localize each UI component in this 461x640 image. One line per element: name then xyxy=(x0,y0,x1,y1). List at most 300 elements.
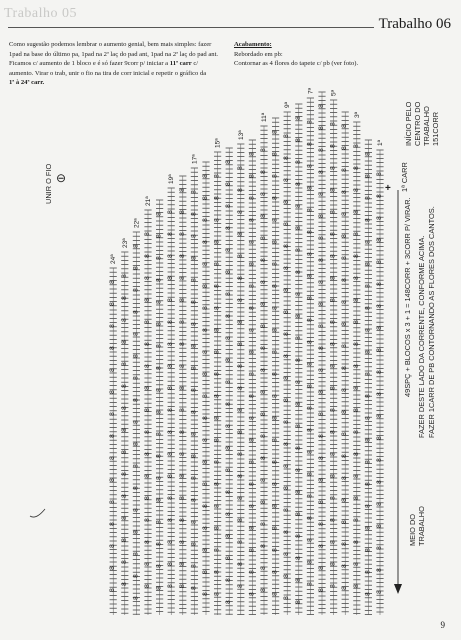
block-symbol: 8 xyxy=(329,386,337,390)
block-symbol: 8 xyxy=(341,278,349,282)
block-symbol: 8 xyxy=(294,446,302,450)
finishing-line-1: Rebordado em pb: xyxy=(234,50,283,58)
row-number-label: 1ª xyxy=(377,139,384,146)
block-symbol: 8 xyxy=(271,328,279,332)
block-symbol: 8 xyxy=(155,542,163,546)
join-thread-label: UNIR O FIO xyxy=(44,163,53,204)
block-symbol: 8 xyxy=(318,588,325,592)
block-symbol: 8 xyxy=(236,474,244,478)
block-symbol: 8 xyxy=(364,152,372,156)
block-symbol: 8 xyxy=(178,386,186,390)
block-symbol: 8 xyxy=(178,254,186,258)
block-symbol: 8 xyxy=(329,540,337,544)
block-symbol: 8 xyxy=(120,362,128,366)
block-symbol: 8 xyxy=(271,284,279,288)
block-symbol: 8 xyxy=(352,562,360,566)
block-symbol: 8 xyxy=(318,500,325,504)
block-symbol: 8 xyxy=(271,174,279,178)
block-symbol: 8 xyxy=(213,416,221,420)
block-symbol: 8 xyxy=(294,292,302,296)
block-symbol: 8 xyxy=(306,406,314,410)
block-symbol: 8 xyxy=(318,280,325,284)
block-symbol: 8 xyxy=(329,518,337,522)
block-symbol: 8 xyxy=(213,592,221,596)
block-symbol: 8 xyxy=(109,500,117,504)
start-row-label: 1ª CARR xyxy=(400,162,409,192)
block-symbol: 8 xyxy=(329,122,337,126)
block-symbol: 8 xyxy=(190,344,198,348)
block-symbol: 8 xyxy=(225,182,233,186)
block-symbol: 8 xyxy=(318,368,325,372)
block-symbol: 8 xyxy=(132,244,140,248)
chart-row-column xyxy=(330,100,338,615)
block-symbol: 8 xyxy=(144,496,151,500)
block-symbol: 8 xyxy=(155,586,163,590)
start-row-symbol: + xyxy=(385,183,391,194)
block-symbol: 8 xyxy=(352,474,360,478)
block-symbol: 8 xyxy=(306,142,314,146)
block-symbol: 8 xyxy=(120,340,128,344)
block-symbol: 8 xyxy=(294,138,302,142)
block-symbol: 8 xyxy=(120,450,128,454)
block-symbol: 8 xyxy=(236,188,244,192)
block-symbol: 8 xyxy=(306,186,314,190)
block-symbol: 8 xyxy=(260,478,267,482)
block-symbol: 8 xyxy=(329,276,337,280)
row-number-label: 7ª xyxy=(307,87,315,94)
block-symbol: 8 xyxy=(364,548,372,552)
block-symbol: 8 xyxy=(178,232,186,236)
block-symbol: 8 xyxy=(376,370,383,374)
block-symbol: 8 xyxy=(225,226,233,230)
block-symbol: 8 xyxy=(341,410,349,414)
block-symbol: 8 xyxy=(109,346,117,350)
block-symbol: 8 xyxy=(271,482,279,486)
block-symbol: 8 xyxy=(144,540,151,544)
block-symbol: 8 xyxy=(236,254,244,258)
block-symbol: 8 xyxy=(329,320,337,324)
block-symbol: 8 xyxy=(352,342,360,346)
instructions-highlight-row: 11ª carr xyxy=(169,60,192,68)
chart-row-column xyxy=(121,252,129,615)
block-symbol: 8 xyxy=(178,188,186,192)
block-symbol: 8 xyxy=(190,212,198,216)
block-symbol: 8 xyxy=(178,452,186,456)
block-symbol: 8 xyxy=(202,262,209,266)
block-symbol: 8 xyxy=(318,522,325,526)
block-symbol: 8 xyxy=(120,428,128,432)
chart-row-column xyxy=(248,140,256,615)
block-symbol: 8 xyxy=(294,314,302,318)
block-symbol: 8 xyxy=(178,474,186,478)
chart-row-column xyxy=(144,210,152,615)
block-symbol: 8 xyxy=(225,578,233,582)
block-symbol: 8 xyxy=(352,320,360,324)
block-symbol: 8 xyxy=(352,210,360,214)
block-symbol: 8 xyxy=(271,416,279,420)
block-symbol: 8 xyxy=(341,124,349,128)
block-symbol: 8 xyxy=(132,354,140,358)
block-symbol: 8 xyxy=(109,302,117,306)
block-symbol: 8 xyxy=(248,438,256,442)
block-symbol: 8 xyxy=(213,328,221,332)
block-symbol: 8 xyxy=(294,512,302,516)
block-symbol: 8 xyxy=(271,240,279,244)
block-symbol: 8 xyxy=(318,434,325,438)
block-symbol: 8 xyxy=(144,452,151,456)
block-symbol: 8 xyxy=(190,322,198,326)
block-symbol: 8 xyxy=(120,384,128,388)
block-symbol: 8 xyxy=(213,306,221,310)
block-symbol: 8 xyxy=(167,232,175,236)
row-number-label: 11ª xyxy=(261,112,268,122)
chart-row-column xyxy=(109,268,117,615)
block-symbol: 8 xyxy=(132,332,140,336)
block-symbol: 8 xyxy=(248,526,256,530)
block-symbol: 8 xyxy=(213,218,221,222)
block-symbol: 8 xyxy=(190,388,198,392)
block-symbol: 8 xyxy=(364,262,372,266)
block-symbol: 8 xyxy=(109,280,117,284)
block-symbol: 8 xyxy=(306,384,314,388)
block-symbol: 8 xyxy=(306,120,314,124)
block-symbol: 8 xyxy=(341,476,349,480)
chart-row-column xyxy=(376,150,384,615)
block-symbol: 8 xyxy=(144,584,151,588)
block-symbol: 8 xyxy=(167,518,175,522)
block-symbol: 8 xyxy=(364,174,372,178)
block-symbol: 8 xyxy=(364,372,372,376)
block-symbol: 8 xyxy=(167,474,175,478)
block-symbol: 8 xyxy=(236,430,244,434)
block-symbol: 8 xyxy=(318,148,325,152)
block-symbol: 8 xyxy=(155,344,163,348)
block-symbol: 8 xyxy=(109,368,117,372)
block-symbol: 8 xyxy=(318,126,325,130)
block-symbol: 8 xyxy=(225,160,233,164)
block-symbol: 8 xyxy=(155,520,163,524)
block-symbol: 8 xyxy=(248,328,256,332)
row-number-label: 22ª xyxy=(133,218,141,228)
row-number-label: 19ª xyxy=(168,174,176,184)
block-symbol: 8 xyxy=(260,390,267,394)
block-symbol: 8 xyxy=(132,310,140,314)
block-symbol: 8 xyxy=(260,346,267,350)
block-symbol: 8 xyxy=(155,300,163,304)
chart-row-column xyxy=(156,200,164,615)
block-symbol: 8 xyxy=(155,366,163,370)
block-symbol: 8 xyxy=(248,460,256,464)
block-symbol: 8 xyxy=(120,516,128,520)
block-symbol: 8 xyxy=(341,366,349,370)
block-symbol: 8 xyxy=(236,166,244,170)
block-symbol: 8 xyxy=(364,328,372,332)
block-symbol: 8 xyxy=(248,394,256,398)
block-symbol: 8 xyxy=(190,454,198,458)
block-symbol: 8 xyxy=(132,376,140,380)
block-symbol: 8 xyxy=(271,548,279,552)
block-symbol: 8 xyxy=(178,518,186,522)
block-symbol: 8 xyxy=(260,170,267,174)
chart-row-column xyxy=(283,112,291,615)
block-symbol: 8 xyxy=(155,256,163,260)
block-symbol: 8 xyxy=(271,350,279,354)
block-symbol: 8 xyxy=(283,442,291,446)
block-symbol: 8 xyxy=(155,410,163,414)
block-symbol: 8 xyxy=(248,284,256,288)
block-symbol: 8 xyxy=(213,350,221,354)
block-symbol: 8 xyxy=(260,324,267,328)
block-symbol: 8 xyxy=(329,562,337,566)
chart-row-column xyxy=(237,144,245,615)
block-symbol: 8 xyxy=(236,342,244,346)
block-symbol: 8 xyxy=(167,254,175,258)
block-symbol: 8 xyxy=(260,148,267,152)
block-symbol: 8 xyxy=(283,398,291,402)
side-start-line-2: CENTRO DO xyxy=(413,101,422,146)
block-symbol: 8 xyxy=(248,262,256,266)
block-symbol: 8 xyxy=(202,526,209,530)
block-symbol: 8 xyxy=(376,260,383,264)
block-symbol: 8 xyxy=(202,306,209,310)
block-symbol: 8 xyxy=(271,306,279,310)
block-symbol: 8 xyxy=(144,320,151,324)
middle-label-line-1: MEIO DO xyxy=(408,513,417,546)
block-symbol: 8 xyxy=(213,196,221,200)
block-symbol: 8 xyxy=(306,164,314,168)
block-symbol: 8 xyxy=(120,318,128,322)
block-symbol: 8 xyxy=(144,342,151,346)
block-symbol: 8 xyxy=(260,566,267,570)
block-symbol: 8 xyxy=(376,546,383,550)
row-number-label: 5ª xyxy=(330,89,338,96)
block-symbol: 8 xyxy=(294,556,302,560)
block-symbol: 8 xyxy=(260,500,267,504)
block-symbol: 8 xyxy=(213,548,221,552)
block-symbol: 8 xyxy=(167,210,175,214)
block-symbol: 8 xyxy=(364,592,372,596)
block-symbol: 8 xyxy=(190,432,198,436)
block-symbol: 8 xyxy=(225,600,233,604)
page-title: Trabalho 06 xyxy=(374,16,451,33)
block-symbol: 8 xyxy=(364,416,372,420)
block-symbol: 8 xyxy=(213,570,221,574)
block-symbol: 8 xyxy=(283,376,291,380)
block-symbol: 8 xyxy=(225,556,233,560)
chart-row-column xyxy=(260,126,268,615)
block-symbol: 8 xyxy=(260,302,267,306)
chart-row-column xyxy=(318,92,326,615)
block-symbol: 8 xyxy=(352,276,360,280)
block-symbol: 8 xyxy=(294,270,302,274)
block-symbol: 8 xyxy=(329,144,337,148)
block-symbol: 8 xyxy=(167,276,175,280)
chart-row-column xyxy=(190,168,198,615)
stitch-count-note: 49SPÇ + BLOCOS x 3 + 1 = 148CORR + 3CORR P/ VIRAR. xyxy=(403,197,412,397)
block-symbol: 8 xyxy=(271,262,279,266)
block-symbol: 8 xyxy=(283,244,291,248)
instructions-text-2: c/ aumento. xyxy=(9,60,199,77)
block-symbol: 8 xyxy=(294,402,302,406)
block-symbol: 8 xyxy=(213,240,221,244)
block-symbol: 8 xyxy=(167,298,175,302)
block-symbol: 8 xyxy=(318,302,325,306)
block-symbol: 8 xyxy=(341,586,349,590)
block-symbol: 8 xyxy=(167,430,175,434)
block-symbol: 8 xyxy=(155,388,163,392)
block-symbol: 8 xyxy=(155,234,163,238)
instructions-row-range: 1ª à 24ª carr. xyxy=(9,79,45,87)
block-symbol: 8 xyxy=(271,394,279,398)
block-symbol: 8 xyxy=(283,134,291,138)
block-symbol: 8 xyxy=(318,192,325,196)
block-symbol: 8 xyxy=(248,548,256,552)
block-symbol: 8 xyxy=(248,570,256,574)
block-symbol: 8 xyxy=(260,588,267,592)
block-symbol: 8 xyxy=(225,512,233,516)
block-symbol: 8 xyxy=(236,320,244,324)
block-symbol: 8 xyxy=(364,504,372,508)
block-symbol: 8 xyxy=(202,416,209,420)
block-symbol: 8 xyxy=(132,530,140,534)
row-number-label: 3ª xyxy=(353,111,361,118)
block-symbol: 8 xyxy=(341,564,349,568)
block-symbol: 8 xyxy=(364,284,372,288)
block-symbol: 8 xyxy=(202,438,209,442)
page-number: 9 xyxy=(440,620,445,630)
block-symbol: 8 xyxy=(352,166,360,170)
block-symbol: 8 xyxy=(260,544,267,548)
block-symbol: 8 xyxy=(271,196,279,200)
block-symbol: 8 xyxy=(294,534,302,538)
block-symbol: 8 xyxy=(364,460,372,464)
block-symbol: 8 xyxy=(213,372,221,376)
chart-row-column xyxy=(272,118,280,615)
block-symbol: 8 xyxy=(178,342,186,346)
block-symbol: 8 xyxy=(294,226,302,230)
block-symbol: 8 xyxy=(178,562,186,566)
block-symbol: 8 xyxy=(376,458,383,462)
block-symbol: 8 xyxy=(283,486,291,490)
block-symbol: 8 xyxy=(132,486,140,490)
block-symbol: 8 xyxy=(167,342,175,346)
block-symbol: 8 xyxy=(236,584,244,588)
block-symbol: 8 xyxy=(341,520,349,524)
block-symbol: 8 xyxy=(318,170,325,174)
block-symbol: 8 xyxy=(352,452,360,456)
block-symbol: 8 xyxy=(294,358,302,362)
block-symbol: 8 xyxy=(306,252,314,256)
block-symbol: 8 xyxy=(248,174,256,178)
block-symbol: 8 xyxy=(329,232,337,236)
finishing-heading: Acabamento: xyxy=(234,41,272,48)
block-symbol: 8 xyxy=(306,560,314,564)
block-symbol: 8 xyxy=(120,494,128,498)
block-symbol: 8 xyxy=(236,364,244,368)
block-symbol: 8 xyxy=(341,344,349,348)
block-symbol: 8 xyxy=(178,408,186,412)
row-number-label: 17ª xyxy=(191,154,199,164)
row-number-label: 21ª xyxy=(145,196,152,206)
block-symbol: 8 xyxy=(352,584,360,588)
block-symbol: 8 xyxy=(225,248,233,252)
block-symbol: 8 xyxy=(202,570,209,574)
block-symbol: 8 xyxy=(202,328,209,332)
block-symbol: 8 xyxy=(271,460,279,464)
chart-row-column xyxy=(179,176,187,615)
block-symbol: 8 xyxy=(213,262,221,266)
chart-row-column xyxy=(214,152,222,615)
block-symbol: 8 xyxy=(155,498,163,502)
block-symbol: 8 xyxy=(202,350,209,354)
block-symbol: 8 xyxy=(306,362,314,366)
block-symbol: 8 xyxy=(294,160,302,164)
instruction-line-1: FAZER DESTE LADO DA CORRENTE, CONFORME ACIMA. xyxy=(417,235,426,438)
block-symbol: 8 xyxy=(109,566,117,570)
block-symbol: 8 xyxy=(248,218,256,222)
block-symbol: 8 xyxy=(352,188,360,192)
block-symbol: 8 xyxy=(190,498,198,502)
block-symbol: 8 xyxy=(341,432,349,436)
block-symbol: 8 xyxy=(329,452,337,456)
block-symbol: 8 xyxy=(341,146,349,150)
block-symbol: 8 xyxy=(352,298,360,302)
block-symbol: 8 xyxy=(294,468,302,472)
block-symbol: 8 xyxy=(260,522,267,526)
block-symbol: 8 xyxy=(225,402,233,406)
block-symbol: 8 xyxy=(318,544,325,548)
block-symbol: 8 xyxy=(341,256,349,260)
block-symbol: 8 xyxy=(341,454,349,458)
block-symbol: 8 xyxy=(306,538,314,542)
block-symbol: 8 xyxy=(260,214,267,218)
block-symbol: 8 xyxy=(318,390,325,394)
block-symbol: 8 xyxy=(376,326,383,330)
block-symbol: 8 xyxy=(248,592,256,596)
finishing-line-2: Contornar as 4 flores do tapete c/ pb (ver foto). xyxy=(234,60,359,68)
block-symbol: 8 xyxy=(329,342,337,346)
block-symbol: 8 xyxy=(155,432,163,436)
block-symbol: 8 xyxy=(364,196,372,200)
block-symbol: 8 xyxy=(202,174,209,178)
block-symbol: 8 xyxy=(167,452,175,456)
block-symbol: 8 xyxy=(109,456,117,460)
block-symbol: 8 xyxy=(306,472,314,476)
row-number-label: 13ª xyxy=(237,130,245,140)
block-symbol: 8 xyxy=(306,450,314,454)
block-symbol: 8 xyxy=(236,562,244,566)
block-symbol: 8 xyxy=(167,408,175,412)
block-symbol: 8 xyxy=(190,234,198,238)
block-symbol: 8 xyxy=(294,424,302,428)
block-symbol: 8 xyxy=(260,412,267,416)
chart-columns xyxy=(109,92,383,615)
block-symbol: 8 xyxy=(271,504,279,508)
block-symbol: 8 xyxy=(364,438,372,442)
previous-page-title-showthrough: Trabalho 05 xyxy=(4,6,78,21)
direction-arrow-head xyxy=(394,584,402,594)
block-symbol: 8 xyxy=(352,540,360,544)
block-symbol: 8 xyxy=(283,530,291,534)
block-symbol: 8 xyxy=(178,430,186,434)
block-symbol: 8 xyxy=(225,336,233,340)
block-symbol: 8 xyxy=(294,578,302,582)
block-symbol: 8 xyxy=(329,210,337,214)
side-start-line-4: 151CORR xyxy=(431,111,440,146)
block-symbol: 8 xyxy=(283,508,291,512)
block-symbol: 8 xyxy=(376,238,383,242)
block-symbol: 8 xyxy=(283,596,291,600)
